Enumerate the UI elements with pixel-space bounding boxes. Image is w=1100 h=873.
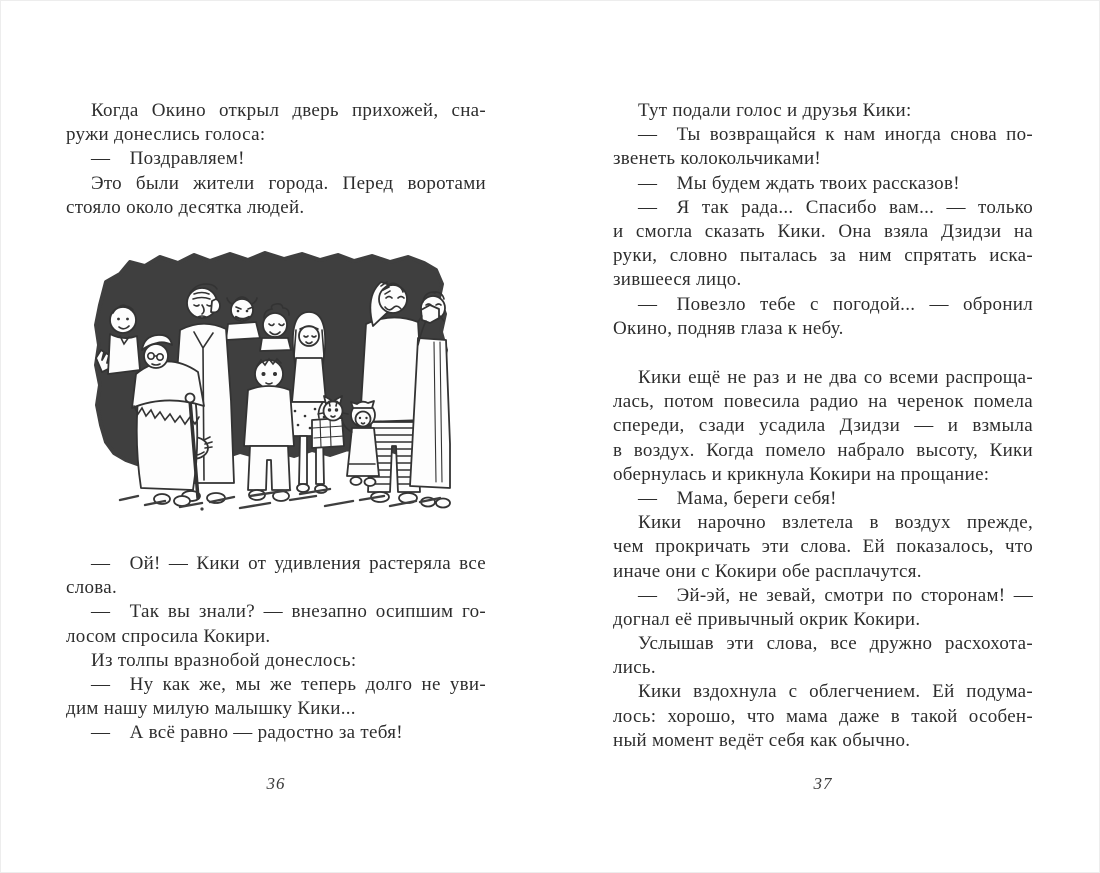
text-line: слова. [66,577,118,599]
page-left [66,0,486,873]
text-line: звенеть колокольчиками! [613,148,822,170]
text-line: лосом спросила Кокири. [66,625,271,647]
text-line: Кики нарочно взлетела в воздух прежде, [638,512,1033,534]
text-line: Кики вздохнула с облегчением. Ей подума- [638,681,1033,703]
text-line: спереди, сзади усадила Дзидзи — и взмыла [613,415,1033,437]
text-line: чем прокричать эти слова. Ей показалось, что [613,536,1033,558]
text-line: — Ой! — Кики от удивления растеряла все [91,553,486,574]
text-line: Тут подали голос и друзья Кики: [638,100,912,121]
text-line: Это были жители города. Перед воротами [91,172,486,194]
text-line: дим нашу милую малышку Кики... [66,698,356,720]
text-line: — А всё равно — радостно за тебя! [91,722,403,744]
right-top-text [613,99,1033,341]
text-line: иначе они с Кокири обе расплачутся. [613,560,922,582]
text-line: — Эй-эй, не зевай, смотри по сторонам! — [638,584,1033,606]
page-number-right: 37 [813,774,833,793]
text-line: ный момент ведёт себя как обычно. [613,729,911,751]
text-line: Окино, подняв глаза к небу. [613,317,844,339]
text-line: и смогла сказать Кики. Она взяла Дзидзи на [613,220,1033,242]
illustration-canvas [96,253,450,511]
text-line: Кики ещё не раз и не два со всеми распроща- [638,367,1033,388]
left-top-text [66,99,486,220]
text-line: Когда Окино открыл дверь прихожей, сна- [91,100,486,121]
text-line: стояло около десятка людей. [66,196,305,218]
page-number-left: 36 [266,774,286,793]
crowd-illustration [90,250,452,515]
text-line: зившееся лицо. [613,269,742,291]
text-line: — Так вы знали? — внезапно осипшим го- [91,601,486,623]
text-line: — Ты возвращайся к нам иногда снова по- [638,124,1033,146]
page-right [613,0,1033,873]
text-line: лось: хорошо, что мама даже в такой особен- [613,705,1033,727]
text-line: обернулась и крикнула Кокири на прощание: [613,463,990,485]
text-line: — Я так рада... Спасибо вам... — только [638,196,1033,218]
text-line: — Мама, береги себя! [638,487,837,509]
text-line: Услышав эти слова, все дружно расхохота- [638,633,1033,655]
left-bottom-text [66,552,486,746]
text-line: ружи донеслись голоса: [66,124,266,146]
text-line: лись. [613,657,656,679]
right-bottom-text [613,366,1033,753]
text-line: Из толпы вразнобой донеслось: [91,649,357,671]
text-line: руки, словно пыталась за ним спрятать иска- [613,245,1033,267]
text-line: догнал её привычный окрик Кокири. [613,608,921,630]
text-line: — Поздравляем! [91,148,245,170]
text-line: в воздух. Когда помело набрало высоту, Кики [613,439,1033,461]
text-line: — Повезло тебе с погодой... — обронил [638,293,1033,315]
text-line: лась, потом повесила радио на черенок помела [613,391,1033,413]
text-line: — Ну как же, мы же теперь долго не уви- [91,673,486,695]
text-line: — Мы будем ждать твоих рассказов! [638,172,960,194]
